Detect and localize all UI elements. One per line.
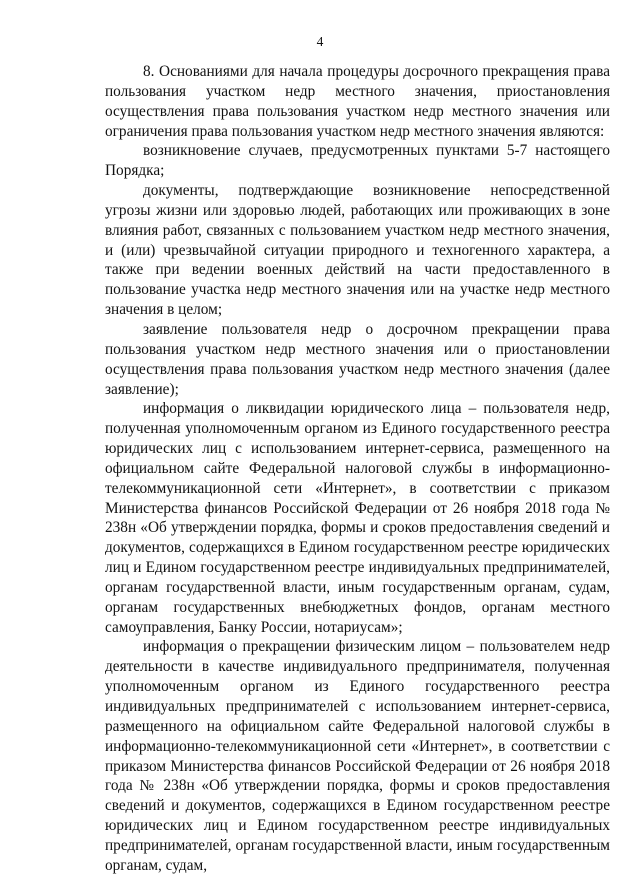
paragraph-grounds-intro: 8. Основаниями для начала процедуры досрочного прекращения права пользования участком недр местного значения, приостановления осуществления права пользования участком недр местного значения или ограничения права пользования участком недр местного значения являются:	[105, 63, 610, 140]
paragraph-cases-5-7: возникновение случаев, предусмотренных пунктами 5-7 настоящего Порядка;	[105, 142, 610, 180]
paragraph-entrepreneur-termination: информация о прекращении физическим лицом – пользователем недр деятельности в качестве индивидуального предпринимателя, полученная уполномоченным органом из Единого государственного реестра индивидуальных предпринимателей с использованием интернет-сервиса, размещенного на официальном сайте Федеральной налоговой службы в информационно-телекоммуникационной сети «Интернет», в соответствии с приказом Министерства финансов Российской Федерации от 26 ноября 2018 года № 238н «Об утверждении порядка, формы и сроков предоставления сведений и документов, содержащихся в Едином государственном реестре юридических лиц и Едином государственном реестре индивидуальных предпринимателей, органам государственной власти, иным государственным органам, судам,	[105, 638, 610, 874]
document-body	[105, 62, 610, 876]
paragraph-legal-entity-liquidation: информация о ликвидации юридического лица – пользователя недр, полученная уполномоченным органом из Единого государственного реестра юридических лиц с использованием интернет-сервиса, размещенного на официальном сайте Федеральной налоговой службы в информационно-телекоммуникационной сети «Интернет», в соответствии с приказом Министерства финансов Российской Федерации от 26 ноября 2018 года № 238н «Об утверждении порядка, формы и сроков предоставления сведений и документов, содержащихся в Едином государственном реестре юридических лиц и Едином государственном реестре индивидуальных предпринимателей, органам государственной власти, иным государственным органам, судам, органам государственных внебюджетных фондов, органам местного самоуправления, Банку России, нотариусам»;	[105, 400, 610, 636]
paragraph-user-application: заявление пользователя недр о досрочном прекращении права пользования участком недр местного значения или о приостановлении осуществления права пользования участком недр местного значения (далее заявление);	[105, 320, 610, 398]
paragraph-threat-documents: документы, подтверждающие возникновение непосредственной угрозы жизни или здоровью людей, работающих или проживающих в зоне влияния работ, связанных с пользованием участком недр местного значения, и (или) чрезвычайной ситуации природного и техногенного характера, а также при ведении военных действий на части предоставленного в пользование участка недр местного значения или на участке недр местного значения в целом;	[105, 182, 610, 319]
page-number: 4	[316, 34, 324, 49]
